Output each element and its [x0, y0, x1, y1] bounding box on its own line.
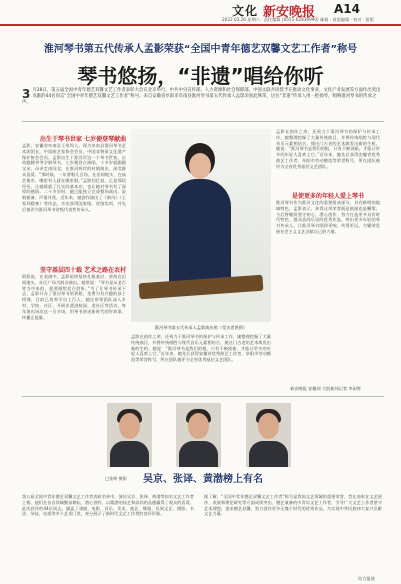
bottom-text-right: 据了解，“全国中青年德艺双馨文艺工作者”称号是我国文艺领域的重要荣誉，旨在表彰在文艺创作、表演和理论研究等方面成绩突出、德艺兼备的中青年文艺工作者，引导广大文艺工作者坚守艺术理想，追求德艺双馨，努力创作更多无愧于时代的优秀作品，为实现中华民族伟大复兴贡献文艺力量。: [204, 494, 382, 517]
section2-title: 坚守基层四十载 艺术之路在农村: [40, 267, 127, 274]
newspaper-logo: 新安晚报: [263, 5, 316, 20]
article-headline: 琴书悠扬，“非遗”唱给你听: [77, 64, 324, 88]
bottom-text-left: 第五届全国中青年德艺双馨文艺工作者表彰名单中，演员吴京、张译、黄渤等知名文艺工作者上榜。他们在各自领域勤奋耕耘，潜心创作，以精湛的技艺和高尚的品德赢得了观众的喜爱。此次获评的44位同志，涵盖了戏剧、电影、音乐、美术、曲艺、舞蹈、民间文艺、摄影、书法、杂技、电视等多个艺术门类，充分展示了新时代文艺工作者的良好形象。: [22, 494, 194, 517]
reporter-credit: 新安晚报 安徽网 大皖新闻记者 李闲霄: [290, 386, 361, 391]
section3-continued: 孟影在创作之余，还致力于淮河琴书的保护与传承工作，她整理挖掘了大量传统曲目，并将传统唱腔与现代音乐元素相结合，使这门古老的艺术焕发出新的生机。她说：“淮河琴书是我们的根，只有不断创新，才能让更多的年轻人喜欢上它。”近年来，她先后获得安徽省优秀曲艺工作者、阜阳市劳动模范等荣誉称号，所在团队被评为全省优秀基层文艺团队。: [276, 129, 380, 169]
lead-dropcap: 3: [22, 87, 31, 101]
lead-text: 月28日，第五届全国中青年德艺双馨文艺工作者表彰大会在北京举行，中共中央宣传部、人力资源和社会保障部、中国文联共同授予在推动文化事业、文化产业发展等方面作出突出贡献的44名同志“全国中青年德艺双馨文艺工作者”称号。来自安徽省阜阳市阜南县淮河琴书第五代传承人孟影荣获此殊荣，这位“非遗”传承人用一把扬琴，唱响淮河琴书的传承之声。: [22, 88, 381, 106]
page-number: A14: [334, 2, 360, 16]
section2-text: 阿影说，在表演中，孟影始终坚持扎根基层，坚持在田间地头、社区广场为群众演出。她常说：“琴书是从老百姓当中来的，就要唱给老百姓听。”为了让琴书传承下去，孟影开办了淮河琴书培训班，免费为有兴趣的孩子授课，目前已培养学员上百人。她还带领团队深入乡村、学校、社区，开展非遗进校园、进社区等活动，每年演出场次达一百多场，用琴书讲述新时代的好故事，传播正能量。: [22, 274, 126, 320]
section1-title: 出生于琴书世家 七岁便登琴献曲: [40, 136, 127, 143]
performer-face: [189, 153, 211, 179]
lead-divider: [22, 121, 384, 122]
headshots-caption: □张峥 摄影: [105, 476, 128, 481]
masthead: [0, 0, 401, 26]
section4-text: 淮河琴书作为淮河文化的重要组成部分，具有鲜明的地域特色。孟影表示，获得这项荣誉既是鼓励也是鞭策，今后将继续坚守初心，潜心创作，努力打造更多具有时代特色、群众喜闻乐见的优秀作品，带出更多年轻的琴书传承人，让淮河琴书唱得更响、传得更远，为繁荣发展社会主义文艺贡献自己的力量。: [276, 200, 380, 234]
headshot-2: [176, 403, 221, 467]
masthead-rule: [0, 24, 401, 26]
section-name: 文化: [232, 4, 259, 18]
performer-dress: [169, 179, 231, 289]
photo-caption: 淮河琴书第五代传承人孟影演出照（受访者供图）: [154, 325, 248, 330]
bottom-note: 综合报道: [358, 576, 375, 581]
bottom-divider: [22, 396, 384, 397]
headshot-1: [107, 403, 152, 467]
masthead-meta: 2022.03.26 星期六 · 责任编辑 (0551-62839990) 邮箱 · 视觉编辑 · 校对 · 组版: [222, 17, 374, 22]
section4-title: 是使更多的年轻人爱上琴书: [292, 193, 365, 200]
article-kicker: 淮河琴书第五代传承人孟影荣获“全国中青年德艺双馨文艺工作者”称号: [43, 44, 358, 55]
article-lead: [22, 88, 384, 107]
performance-photo: [131, 129, 271, 322]
sub-headline: 吴京、张译、黄渤榜上有名: [143, 474, 263, 485]
section3-text: 孟影在创作之余，还致力于淮河琴书的保护与传承工作，她整理挖掘了大量传统曲目，并将传统唱腔与现代音乐元素相结合，使这门古老的艺术焕发出新的生机。她说：“淮河琴书是我们的根，只有不断创新，才能让更多的年轻人喜欢上它。”近年来，她先后获得安徽省优秀曲艺工作者、阜阳市劳动模范等荣誉称号，所在团队被评为全省优秀基层文艺团队。: [131, 334, 271, 363]
headshot-3: [246, 403, 291, 467]
section1-text: 孟影，安徽省阜南县王家坝人，现为阜南县淮河琴书艺术团团长，中国曲艺家协会会员，中国非物质文化遗产保护协会会员。孟影出生于淮河岸边一个琴书世家，自幼跟随爷爷学唱琴书，七岁便登台演唱，十多岁就跟随父亲、母亲走南闯北，在淮河两岸的村镇演出，深受群众喜爱。“那时候，一年要唱几百场，在田间地头、在庙会集市，哪里有人就在哪里唱。”孟影回忆说，正是那段经历，让她练就了扎实的基本功，也让她对琴书有了深厚的感情。二十多岁时，她已能独立完成整场演出，说唱兼备，声情并茂。近年来，她创作演出了《新风》《王家坝精神》等作品，多次获得国家级、省级奖项，并先后被评为淮河琴书省级代表性传承人。: [22, 143, 126, 212]
